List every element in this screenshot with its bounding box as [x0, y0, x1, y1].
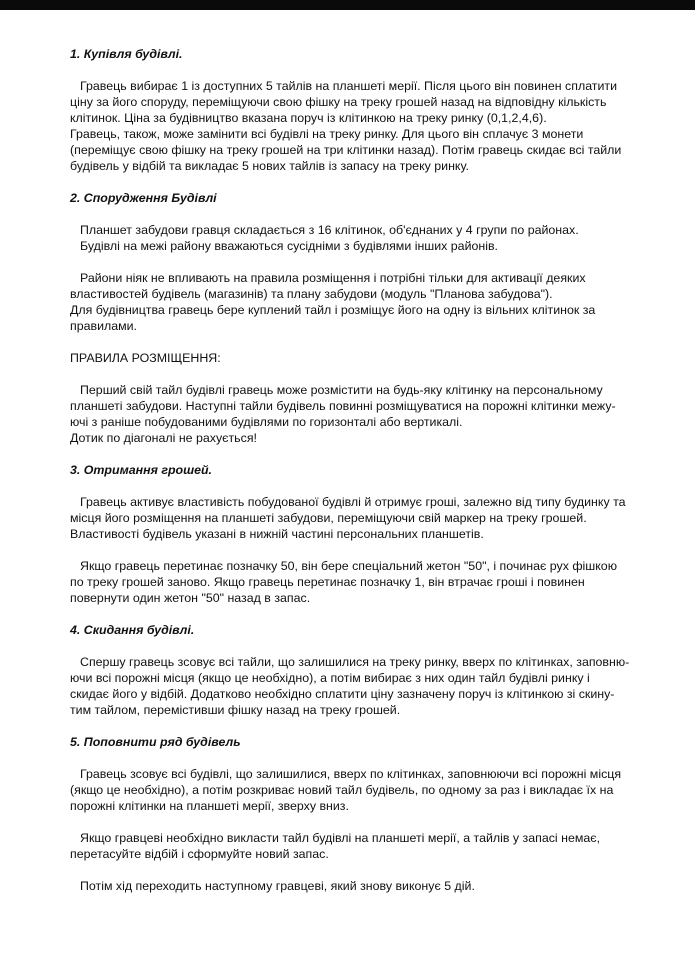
section-heading-purchase: 1. Купівля будівлі.: [70, 47, 183, 61]
text-line: по треку грошей заново. Якщо гравець перетинає позначку 1, він втрачає гроші і повинен: [70, 575, 585, 589]
text-line: Планшет забудови гравця складається з 16 клітинок, об'єднаних у 4 групи по районах.: [80, 223, 579, 237]
section-purchase-paragraph: [70, 78, 640, 174]
text-line: ючі з раніше побудованими будівлями по горизонталі або вертикалі.: [70, 415, 463, 429]
section-heading-income: 3. Отримання грошей.: [70, 463, 213, 477]
placement-rules-paragraph: [70, 382, 640, 446]
section-construction-paragraph-2: [70, 270, 640, 334]
text-line: ючи всі порожні місця (якщо це необхідно), а потім вибирає з них один тайл будівлі ринку і: [70, 671, 590, 685]
text-line: тим тайлом, перемістивши фішку назад на треку грошей.: [70, 703, 401, 717]
text-line: Якщо гравцеві необхідно викласти тайл будівлі на планшеті мерії, а тайлів у запасі немає,: [80, 831, 601, 845]
text-line: планшеті забудови. Наступні тайли будівель повинні розміщуватися на порожні клітинки межу-: [70, 399, 616, 413]
text-line: Гравець активує властивість побудованої будівлі й отримує гроші, залежно від типу будинку та: [80, 495, 626, 509]
section-construction-paragraph-1: [70, 222, 640, 254]
text-line: (переміщує свою фішку на треку грошей на три клітинки назад). Потім гравець скидає всі тайли: [70, 143, 622, 157]
text-line: будівель у відбій та викладає 5 нових тайлів із запасу на треку ринку.: [70, 159, 469, 173]
text-line: властивостей будівель (магазинів) та плану забудови (модуль "Планова забудова").: [70, 287, 553, 301]
text-line: місця його розміщення на планшеті забудови, переміщуючи свій маркер на треку грошей.: [70, 511, 587, 525]
text-line: Властивості будівель указані в нижній частині персональних планшетів.: [70, 527, 484, 541]
text-line: Будівлі на межі району вважаються сусідніми з будівлями інших районів.: [80, 239, 499, 253]
top-border-bar: [0, 0, 695, 10]
text-line: Спершу гравець зсовує всі тайли, що залишилися на треку ринку, вверх по клітинках, заповню-: [80, 655, 630, 669]
text-line: Перший свій тайл будівлі гравець може розмістити на будь-яку клітинку на персональному: [80, 383, 603, 397]
text-line: перетасуйте відбій і сформуйте новий запас.: [70, 847, 329, 861]
placement-rules-heading: ПРАВИЛА РОЗМІЩЕННЯ:: [70, 351, 221, 365]
section-income-paragraph-1: [70, 494, 640, 542]
text-line: Для будівництва гравець бере куплений тайл і розміщує його на одну із вільних клітинок за: [70, 303, 596, 317]
section-heading-refill: 5. Поповнити ряд будівель: [70, 735, 241, 749]
section-refill-paragraph-1: [70, 766, 640, 814]
text-line: скидає його у відбій. Додатково необхідно сплатити ціну зазначену поруч із клітинкою зі скину-: [70, 687, 615, 701]
text-line: ціну за його споруду, переміщуючи свою фішку на треку грошей назад на відповідну кількість: [70, 95, 607, 109]
document-body: [70, 46, 640, 894]
section-heading-discard: 4. Скидання будівлі.: [70, 623, 195, 637]
section-heading-construction: 2. Спорудження Будівлі: [70, 191, 217, 205]
section-refill-paragraph-3: [70, 878, 640, 894]
section-refill-paragraph-2: [70, 830, 640, 862]
text-line: Гравець зсовує всі будівлі, що залишилися, вверх по клітинках, заповнюючи всі порожні місця: [80, 767, 622, 781]
section-income-paragraph-2: [70, 558, 640, 606]
text-line: клітинок. Ціна за будівництво вказана поруч із клітинкою на треку ринку (0,1,2,4,6).: [70, 111, 547, 125]
text-line: Потім хід переходить наступному гравцеві, який знову виконує 5 дій.: [80, 879, 475, 893]
text-line: порожні клітинки на планшеті мерії, зверху вниз.: [70, 799, 349, 813]
text-line: правилами.: [70, 319, 137, 333]
text-line: Якщо гравець перетинає позначку 50, він бере спеціальний жетон "50", і починає рух фішкою: [80, 559, 617, 573]
text-line: Дотик по діагоналі не рахується!: [70, 431, 257, 445]
text-line: Гравець, також, може замінити всі будівлі на треку ринку. Для цього він сплачує 3 монети: [70, 127, 584, 141]
text-line: Гравець вибирає 1 із доступних 5 тайлів на планшеті мерії. Після цього він повинен сплатити: [80, 79, 618, 93]
section-discard-paragraph: [70, 654, 640, 718]
text-line: (якщо це необхідно), а потім розкриває новий тайл будівель, по одному за раз і викладає їх на: [70, 783, 614, 797]
text-line: Райони ніяк не впливають на правила розміщення і потрібні тільки для активації деяких: [80, 271, 586, 285]
text-line: повернути один жетон "50" назад в запас.: [70, 591, 311, 605]
